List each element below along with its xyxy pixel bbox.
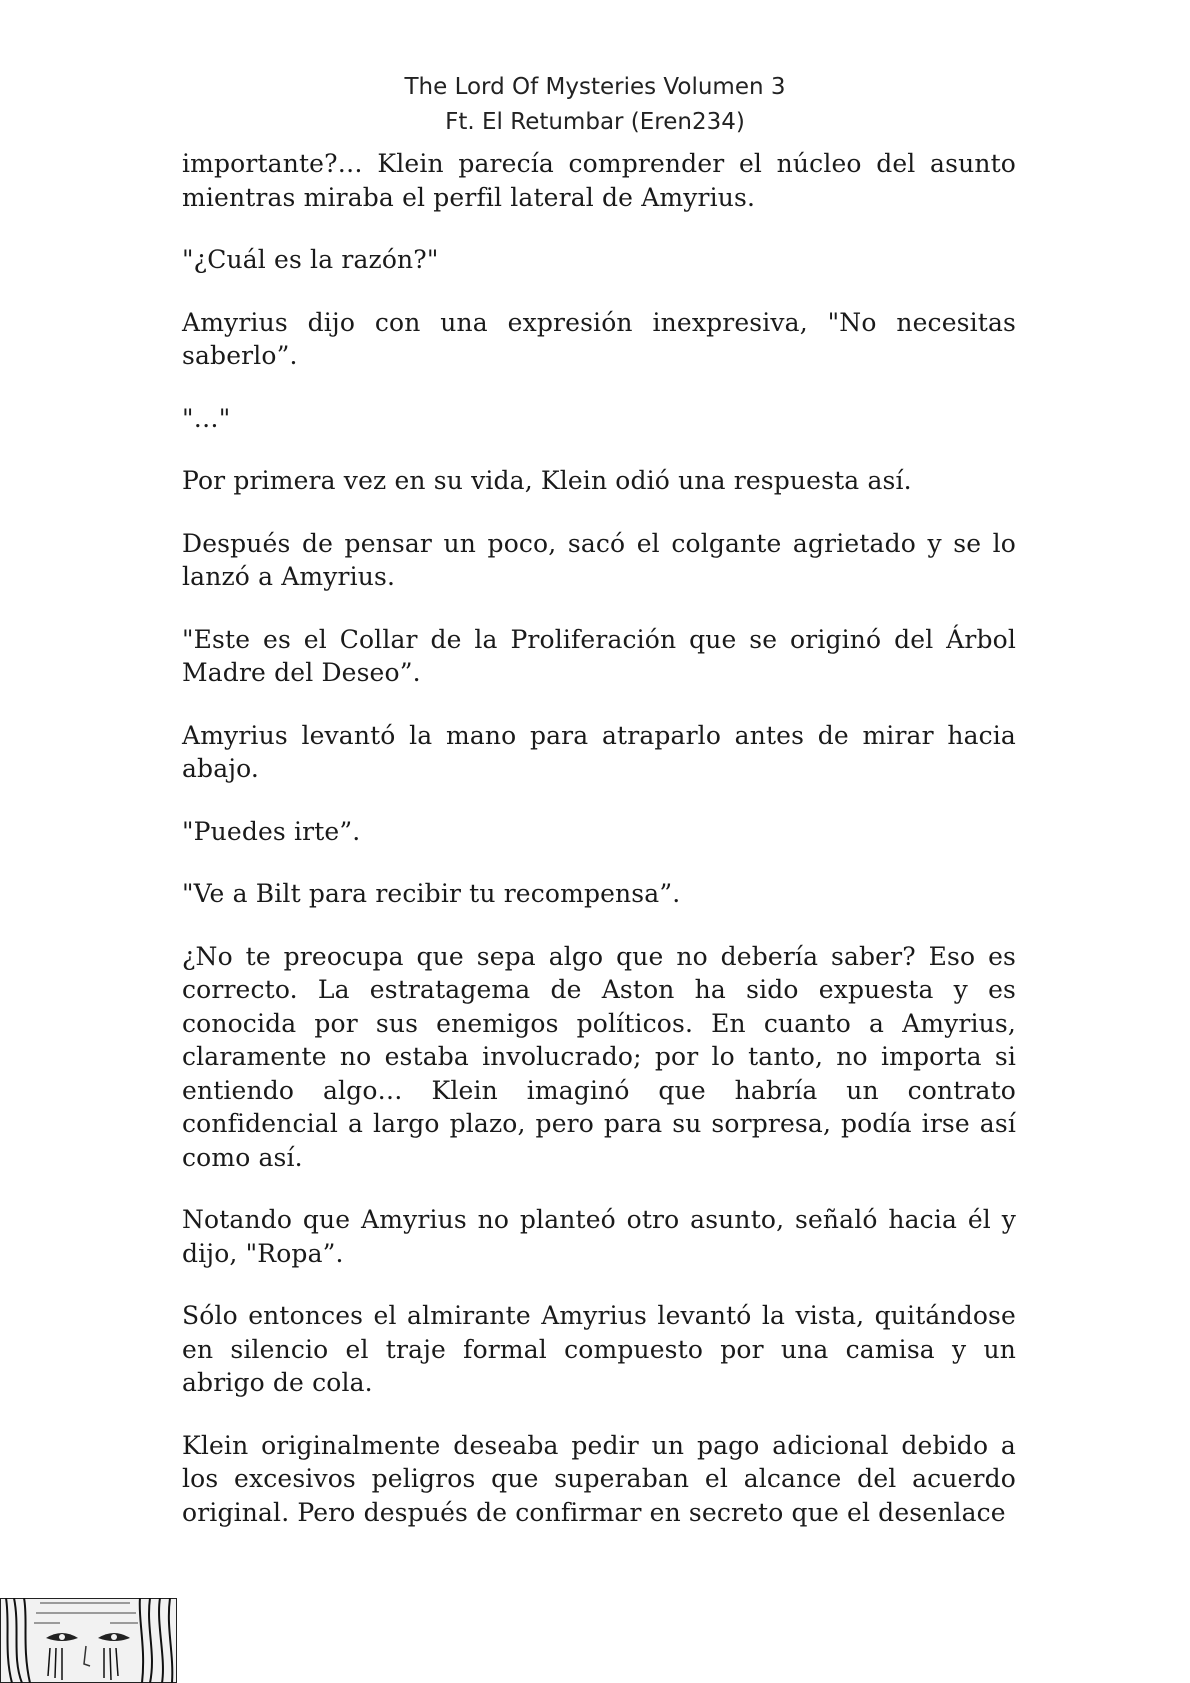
paragraph: Sólo entonces el almirante Amyrius levantó la vista, quitándose en silencio el traje formal compuesto por una camisa y un abrigo de cola. (182, 1301, 1016, 1397)
paragraph: importante?… Klein parecía comprender el núcleo del asunto mientras miraba el perfil lateral de Amyrius. (182, 149, 1016, 212)
paragraph: "Puedes irte”. (182, 816, 361, 846)
paragraph: "Este es el Collar de la Proliferación que se originó del Árbol Madre del Deseo”. (182, 624, 1016, 687)
paragraph: ¿No te preocupa que sepa algo que no debería saber? Eso es correcto. La estratagema de Aston ha sido expuesta y es conocida por sus enemigos políticos. En cuanto a Amyrius, claramente no estaba involucrado; por lo tanto, no importa si entiendo algo… Klein imaginó que habría un contrato confidencial a largo plazo, pero para su sorpresa, podía irse así como así. (182, 941, 1016, 1172)
body-text (182, 147, 1016, 1558)
page-header (0, 70, 1190, 140)
paragraph: Amyrius levantó la mano para atraparlo antes de mirar hacia abajo. (182, 720, 1016, 783)
paragraph: Klein originalmente deseaba pedir un pago adicional debido a los excesivos peligros que superaban el alcance del acuerdo original. Pero después de confirmar en secreto que el desenlace (182, 1430, 1016, 1527)
paragraph: "…" (182, 403, 231, 433)
paragraph: Notando que Amyrius no planteó otro asunto, señaló hacia él y dijo, "Ropa”. (182, 1205, 1016, 1268)
avatar-illustration (0, 1598, 177, 1683)
paragraph: Por primera vez en su vida, Klein odió una respuesta así. (182, 466, 912, 495)
paragraph: Después de pensar un poco, sacó el colgante agrietado y se lo lanzó a Amyrius. (182, 528, 1016, 591)
document-subtitle: Ft. El Retumbar (Eren234) (445, 109, 745, 135)
document-title: The Lord Of Mysteries Volumen 3 (404, 74, 786, 100)
paragraph: Amyrius dijo con una expresión inexpresiva, "No necesitas saberlo”. (182, 307, 1016, 370)
paragraph: "¿Cuál es la razón?" (182, 245, 439, 274)
paragraph: "Ve a Bilt para recibir tu recompensa”. (182, 879, 681, 908)
